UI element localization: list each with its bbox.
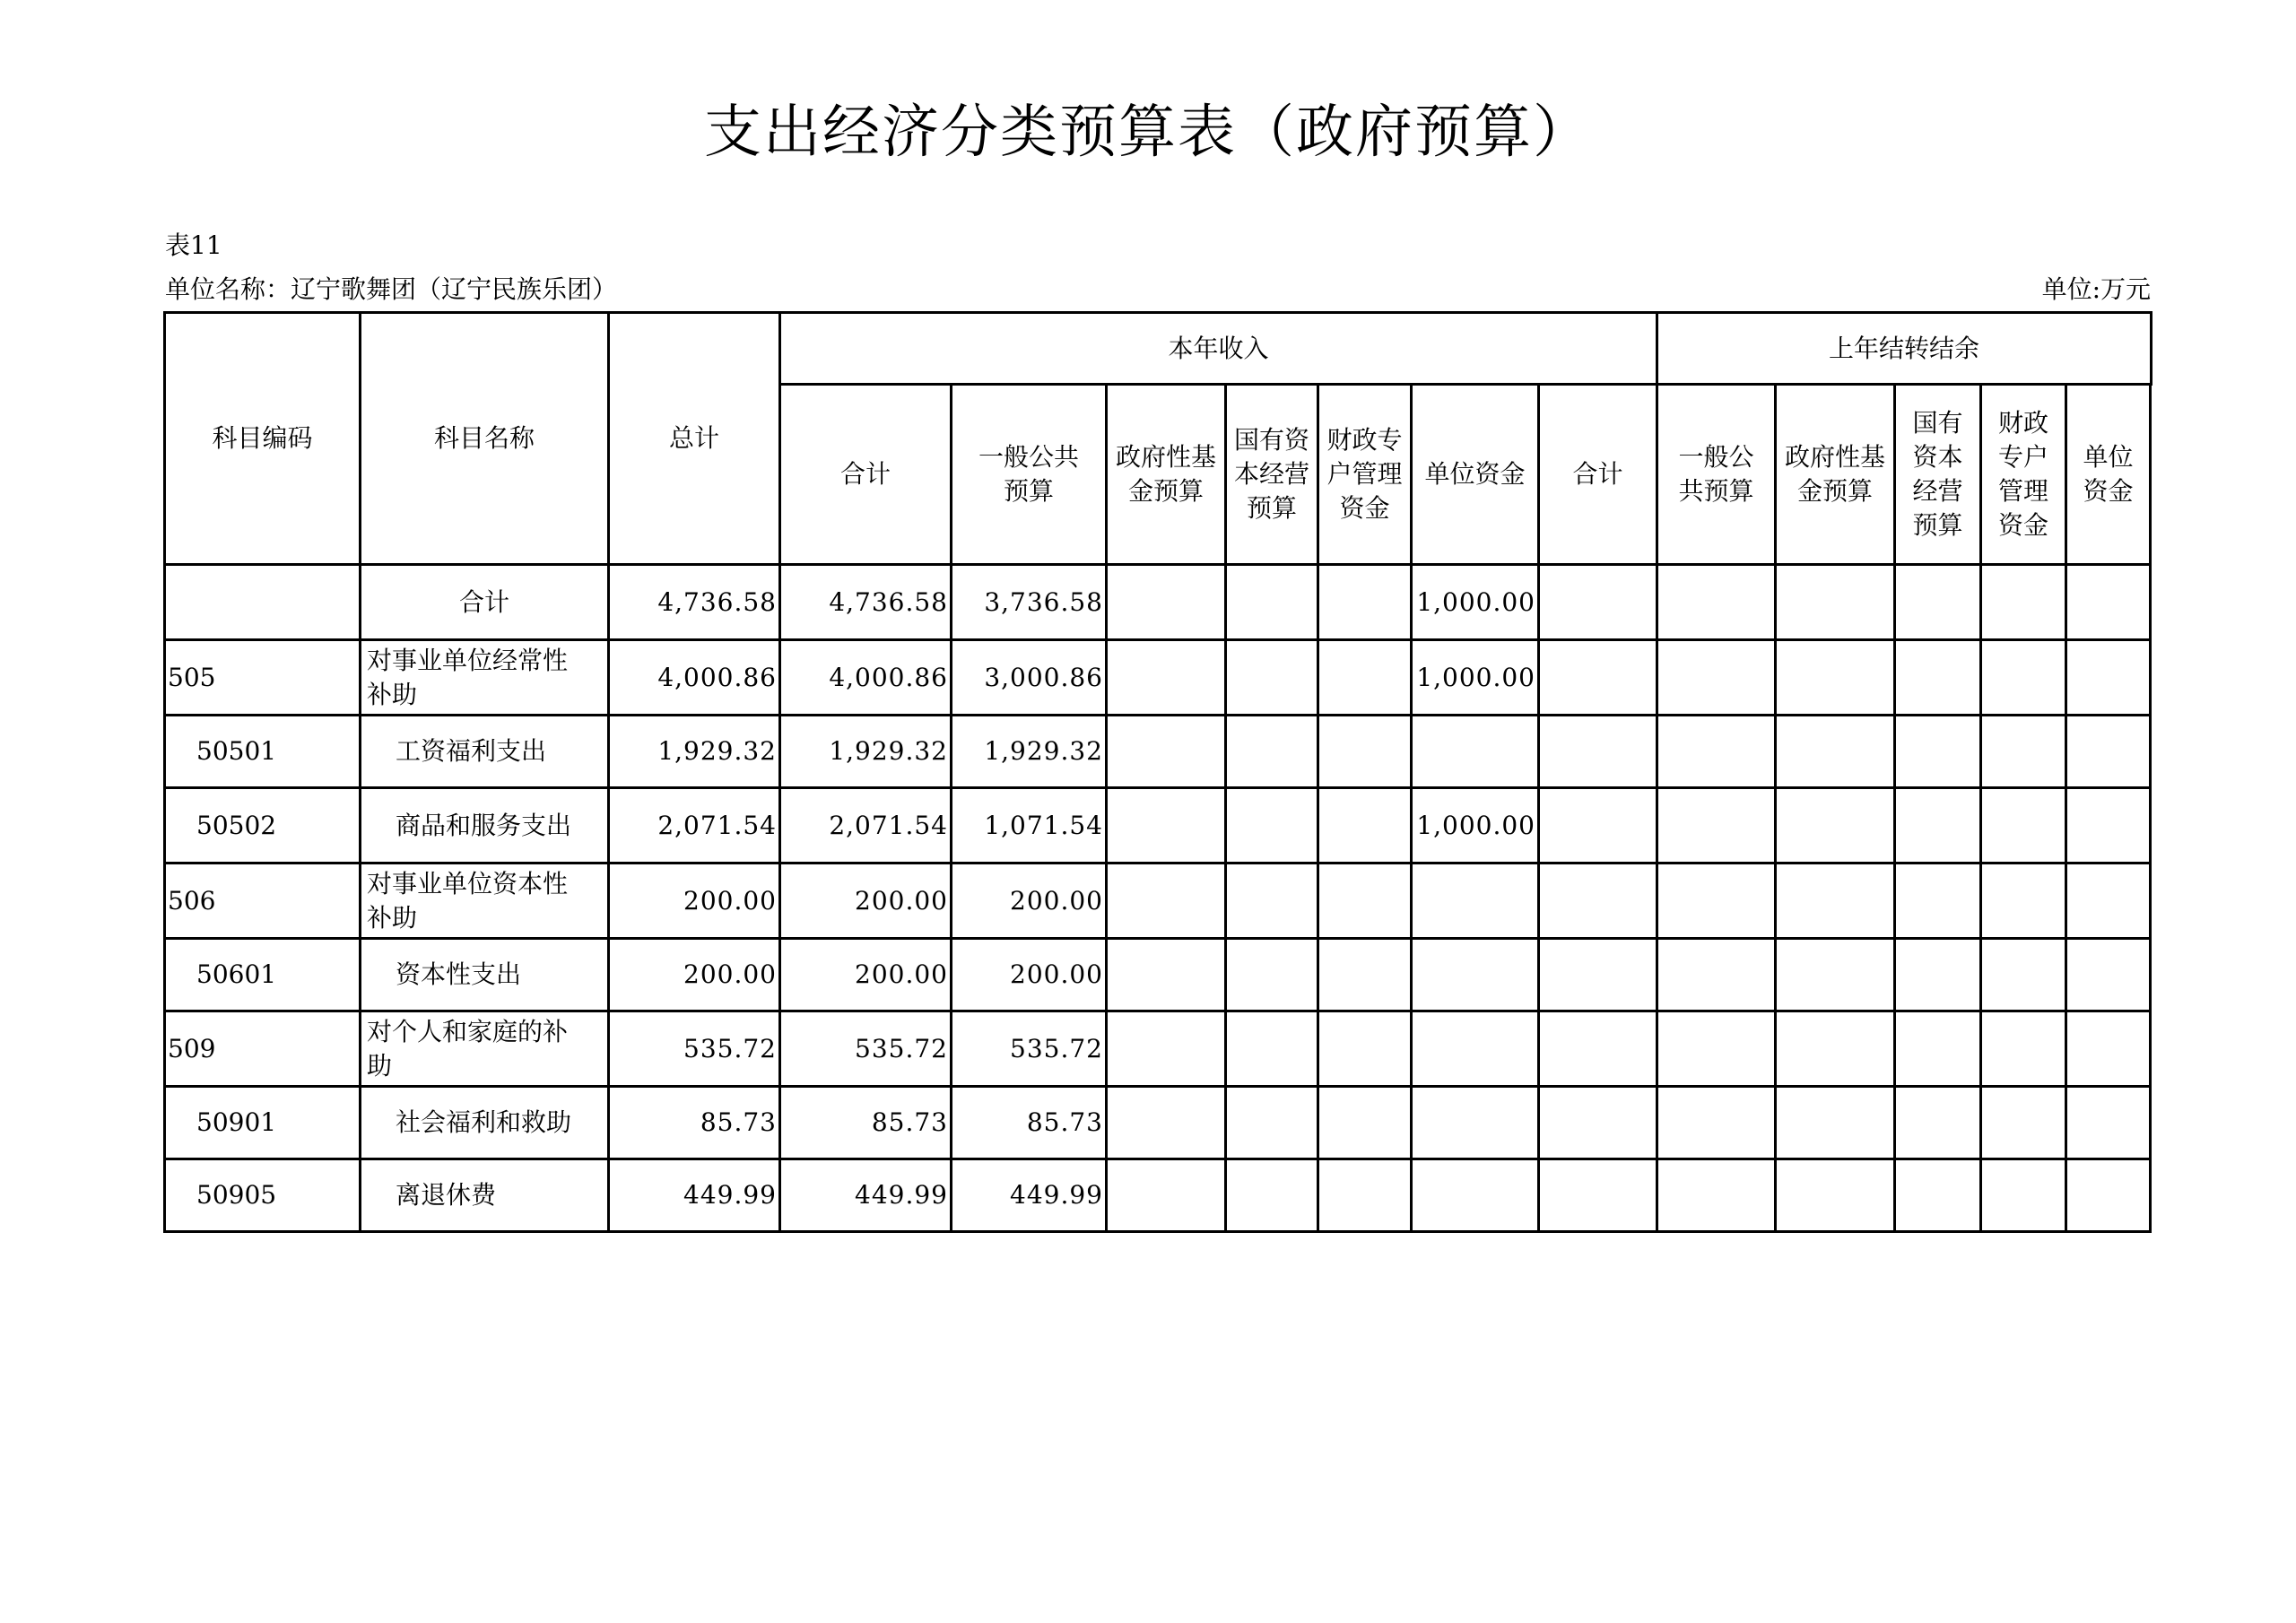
cell-co-fiscal-special bbox=[1981, 716, 2066, 788]
cell-co-state-capital bbox=[1895, 1011, 1981, 1087]
header-co-state-capital: 国有资本经营预算 bbox=[1895, 385, 1981, 565]
cell-co-gov-fund bbox=[1776, 640, 1895, 716]
cell-co-state-capital bbox=[1895, 640, 1981, 716]
cell-code: 50601 bbox=[165, 939, 361, 1011]
cell-code: 50502 bbox=[165, 788, 361, 864]
cell-code: 505 bbox=[165, 640, 361, 716]
table-row bbox=[165, 640, 2152, 716]
header-co-unit-funds: 单位资金 bbox=[2066, 385, 2151, 565]
cell-co-total bbox=[1539, 939, 1657, 1011]
table-row bbox=[165, 788, 2152, 864]
table-row bbox=[165, 864, 2152, 939]
cell-co-unit-funds bbox=[2066, 788, 2151, 864]
cell-co-fiscal-special bbox=[1981, 939, 2066, 1011]
header-co-total: 合计 bbox=[1539, 385, 1657, 565]
cell-cy-total: 4,736.58 bbox=[780, 565, 952, 640]
header-cy-fiscal-special: 财政专户管理资金 bbox=[1318, 385, 1412, 565]
cell-cy-unit-funds bbox=[1412, 1159, 1539, 1232]
cell-co-gov-fund bbox=[1776, 565, 1895, 640]
cell-cy-fiscal-special bbox=[1318, 939, 1412, 1011]
cell-cy-gov-fund bbox=[1107, 565, 1226, 640]
cell-co-state-capital bbox=[1895, 1087, 1981, 1159]
cell-co-fiscal-special bbox=[1981, 1087, 2066, 1159]
header-row-1 bbox=[165, 313, 2152, 385]
cell-total: 2,071.54 bbox=[609, 788, 780, 864]
cell-cy-unit-funds bbox=[1412, 1011, 1539, 1087]
cell-cy-total: 200.00 bbox=[780, 864, 952, 939]
cell-co-state-capital bbox=[1895, 864, 1981, 939]
header-co-fiscal-special: 财政专户管理资金 bbox=[1981, 385, 2066, 565]
cell-co-gov-fund bbox=[1776, 864, 1895, 939]
page-title: 支出经济分类预算表（政府预算） bbox=[704, 100, 1592, 166]
cell-code: 506 bbox=[165, 864, 361, 939]
cell-co-fiscal-special bbox=[1981, 640, 2066, 716]
cell-cy-state-capital bbox=[1226, 1159, 1318, 1232]
cell-cy-state-capital bbox=[1226, 1011, 1318, 1087]
header-total: 总计 bbox=[609, 313, 780, 565]
cell-co-total bbox=[1539, 640, 1657, 716]
cell-cy-gov-fund bbox=[1107, 716, 1226, 788]
cell-co-total bbox=[1539, 1087, 1657, 1159]
cell-cy-general: 3,000.86 bbox=[952, 640, 1107, 716]
cell-cy-state-capital bbox=[1226, 864, 1318, 939]
cell-cy-unit-funds bbox=[1412, 939, 1539, 1011]
cell-name: 合计 bbox=[361, 565, 609, 640]
cell-co-general bbox=[1657, 1011, 1776, 1087]
cell-co-total bbox=[1539, 716, 1657, 788]
cell-co-fiscal-special bbox=[1981, 788, 2066, 864]
header-co-general: 一般公共预算 bbox=[1657, 385, 1776, 565]
cell-cy-fiscal-special bbox=[1318, 1011, 1412, 1087]
unit-name: 单位名称：辽宁歌舞团（辽宁民族乐团） bbox=[165, 274, 618, 304]
cell-cy-gov-fund bbox=[1107, 1011, 1226, 1087]
table-row bbox=[165, 939, 2152, 1011]
cell-co-general bbox=[1657, 864, 1776, 939]
cell-total: 449.99 bbox=[609, 1159, 780, 1232]
cell-co-general bbox=[1657, 640, 1776, 716]
cell-total: 535.72 bbox=[609, 1011, 780, 1087]
table-number: 表11 bbox=[165, 230, 222, 260]
table-row bbox=[165, 1011, 2152, 1087]
cell-cy-fiscal-special bbox=[1318, 565, 1412, 640]
cell-cy-total: 200.00 bbox=[780, 939, 952, 1011]
cell-co-general bbox=[1657, 1159, 1776, 1232]
cell-co-unit-funds bbox=[2066, 640, 2151, 716]
header-cy-state-capital: 国有资本经营预算 bbox=[1226, 385, 1318, 565]
cell-cy-gov-fund bbox=[1107, 1159, 1226, 1232]
cell-co-unit-funds bbox=[2066, 939, 2151, 1011]
cell-name: 社会福利和救助 bbox=[361, 1087, 609, 1159]
cell-cy-fiscal-special bbox=[1318, 788, 1412, 864]
cell-co-unit-funds bbox=[2066, 1011, 2151, 1087]
cell-cy-fiscal-special bbox=[1318, 716, 1412, 788]
header-cy-gov-fund: 政府性基金预算 bbox=[1107, 385, 1226, 565]
cell-cy-state-capital bbox=[1226, 788, 1318, 864]
cell-cy-general: 85.73 bbox=[952, 1087, 1107, 1159]
budget-table bbox=[163, 311, 2152, 1233]
header-cy-unit-funds: 单位资金 bbox=[1412, 385, 1539, 565]
cell-name: 对个人和家庭的补助 bbox=[361, 1011, 609, 1087]
cell-cy-total: 449.99 bbox=[780, 1159, 952, 1232]
cell-code: 50501 bbox=[165, 716, 361, 788]
cell-cy-general: 200.00 bbox=[952, 864, 1107, 939]
cell-co-general bbox=[1657, 788, 1776, 864]
cell-cy-state-capital bbox=[1226, 939, 1318, 1011]
cell-cy-gov-fund bbox=[1107, 640, 1226, 716]
cell-code: 50901 bbox=[165, 1087, 361, 1159]
cell-cy-general: 449.99 bbox=[952, 1159, 1107, 1232]
cell-cy-total: 2,071.54 bbox=[780, 788, 952, 864]
cell-code: 50905 bbox=[165, 1159, 361, 1232]
header-cy-general: 一般公共预算 bbox=[952, 385, 1107, 565]
cell-cy-general: 1,929.32 bbox=[952, 716, 1107, 788]
cell-code bbox=[165, 565, 361, 640]
cell-cy-gov-fund bbox=[1107, 788, 1226, 864]
header-carryover: 上年结转结余 bbox=[1657, 313, 2152, 385]
cell-co-total bbox=[1539, 864, 1657, 939]
cell-co-total bbox=[1539, 788, 1657, 864]
cell-co-gov-fund bbox=[1776, 939, 1895, 1011]
cell-co-unit-funds bbox=[2066, 565, 2151, 640]
cell-cy-fiscal-special bbox=[1318, 1087, 1412, 1159]
cell-cy-unit-funds: 1,000.00 bbox=[1412, 788, 1539, 864]
header-code: 科目编码 bbox=[165, 313, 361, 565]
cell-co-general bbox=[1657, 565, 1776, 640]
cell-cy-fiscal-special bbox=[1318, 640, 1412, 716]
cell-co-total bbox=[1539, 565, 1657, 640]
cell-cy-gov-fund bbox=[1107, 1087, 1226, 1159]
table-row bbox=[165, 565, 2152, 640]
cell-name: 工资福利支出 bbox=[361, 716, 609, 788]
cell-cy-fiscal-special bbox=[1318, 864, 1412, 939]
cell-cy-total: 1,929.32 bbox=[780, 716, 952, 788]
cell-total: 1,929.32 bbox=[609, 716, 780, 788]
cell-cy-unit-funds bbox=[1412, 1087, 1539, 1159]
cell-cy-state-capital bbox=[1226, 640, 1318, 716]
cell-cy-unit-funds bbox=[1412, 864, 1539, 939]
cell-name: 对事业单位资本性补助 bbox=[361, 864, 609, 939]
cell-co-unit-funds bbox=[2066, 716, 2151, 788]
cell-cy-general: 200.00 bbox=[952, 939, 1107, 1011]
cell-cy-fiscal-special bbox=[1318, 1159, 1412, 1232]
cell-co-general bbox=[1657, 939, 1776, 1011]
cell-name: 离退休费 bbox=[361, 1159, 609, 1232]
cell-cy-unit-funds: 1,000.00 bbox=[1412, 565, 1539, 640]
cell-co-state-capital bbox=[1895, 565, 1981, 640]
cell-co-general bbox=[1657, 716, 1776, 788]
cell-co-state-capital bbox=[1895, 939, 1981, 1011]
header-name: 科目名称 bbox=[361, 313, 609, 565]
cell-cy-unit-funds bbox=[1412, 716, 1539, 788]
cell-total: 4,736.58 bbox=[609, 565, 780, 640]
cell-co-total bbox=[1539, 1011, 1657, 1087]
cell-co-total bbox=[1539, 1159, 1657, 1232]
cell-cy-general: 3,736.58 bbox=[952, 565, 1107, 640]
cell-co-gov-fund bbox=[1776, 1159, 1895, 1232]
cell-cy-state-capital bbox=[1226, 565, 1318, 640]
cell-co-unit-funds bbox=[2066, 1087, 2151, 1159]
cell-co-general bbox=[1657, 1087, 1776, 1159]
cell-total: 200.00 bbox=[609, 939, 780, 1011]
cell-co-unit-funds bbox=[2066, 1159, 2151, 1232]
table-row bbox=[165, 1159, 2152, 1232]
cell-cy-gov-fund bbox=[1107, 864, 1226, 939]
cell-cy-total: 85.73 bbox=[780, 1087, 952, 1159]
cell-co-gov-fund bbox=[1776, 1011, 1895, 1087]
cell-co-fiscal-special bbox=[1981, 864, 2066, 939]
cell-total: 200.00 bbox=[609, 864, 780, 939]
cell-cy-total: 535.72 bbox=[780, 1011, 952, 1087]
cell-co-fiscal-special bbox=[1981, 1159, 2066, 1232]
header-cy-total: 合计 bbox=[780, 385, 952, 565]
cell-co-gov-fund bbox=[1776, 788, 1895, 864]
cell-cy-state-capital bbox=[1226, 1087, 1318, 1159]
cell-total: 4,000.86 bbox=[609, 640, 780, 716]
cell-co-state-capital bbox=[1895, 716, 1981, 788]
cell-name: 商品和服务支出 bbox=[361, 788, 609, 864]
cell-code: 509 bbox=[165, 1011, 361, 1087]
cell-co-gov-fund bbox=[1776, 1087, 1895, 1159]
cell-co-state-capital bbox=[1895, 1159, 1981, 1232]
cell-cy-state-capital bbox=[1226, 716, 1318, 788]
cell-name: 对事业单位经常性补助 bbox=[361, 640, 609, 716]
cell-cy-general: 535.72 bbox=[952, 1011, 1107, 1087]
unit-label: 单位:万元 bbox=[2041, 274, 2151, 304]
cell-total: 85.73 bbox=[609, 1087, 780, 1159]
cell-co-unit-funds bbox=[2066, 864, 2151, 939]
table-row bbox=[165, 716, 2152, 788]
cell-co-gov-fund bbox=[1776, 716, 1895, 788]
cell-cy-unit-funds: 1,000.00 bbox=[1412, 640, 1539, 716]
cell-co-fiscal-special bbox=[1981, 565, 2066, 640]
cell-co-fiscal-special bbox=[1981, 1011, 2066, 1087]
cell-cy-total: 4,000.86 bbox=[780, 640, 952, 716]
table-row bbox=[165, 1087, 2152, 1159]
cell-cy-general: 1,071.54 bbox=[952, 788, 1107, 864]
header-co-gov-fund: 政府性基金预算 bbox=[1776, 385, 1895, 565]
cell-co-state-capital bbox=[1895, 788, 1981, 864]
cell-cy-gov-fund bbox=[1107, 939, 1226, 1011]
cell-name: 资本性支出 bbox=[361, 939, 609, 1011]
header-current-year: 本年收入 bbox=[780, 313, 1657, 385]
